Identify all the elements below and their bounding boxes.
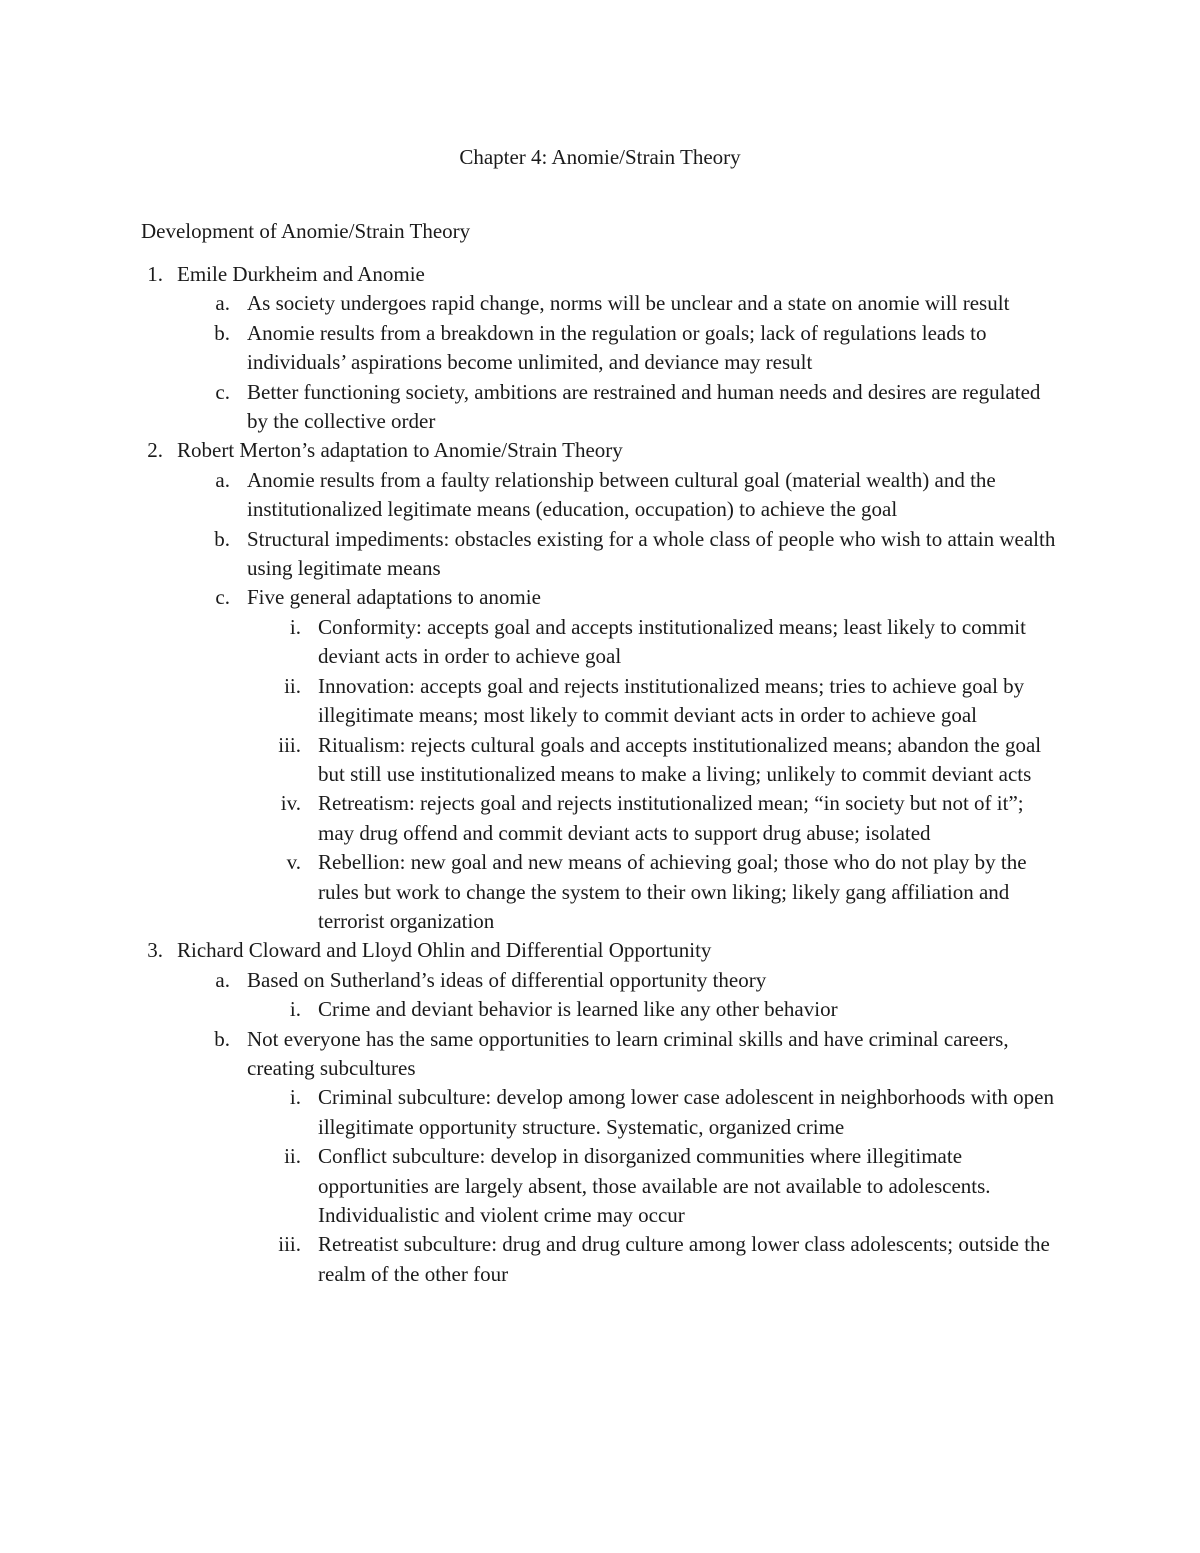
list-marker: c. bbox=[215, 585, 230, 610]
list-item bbox=[141, 1142, 1061, 1230]
list-marker: c. bbox=[215, 379, 230, 404]
list-item-text: Rebellion: new goal and new means of achieving goal; those who do not play by the rules but work to change the system to their own liking; likely gang affiliation and terrorist organization bbox=[318, 850, 1027, 933]
list-marker: b. bbox=[214, 526, 230, 551]
list-item bbox=[141, 789, 1061, 848]
list-marker: a. bbox=[215, 967, 230, 992]
list-item bbox=[141, 613, 1061, 672]
list-item-text: Structural impediments: obstacles existing for a whole class of people who wish to attain wealth using legitimate means bbox=[247, 526, 1056, 581]
list-item-text: Conflict subculture: develop in disorganized communities where illegitimate opportunities are largely absent, those available are not available to adolescents. Individualistic and violent crime may occur bbox=[318, 1144, 991, 1227]
list-item bbox=[141, 1025, 1061, 1084]
list-item-text: Anomie results from a breakdown in the regulation or goals; lack of regulations leads to individuals’ aspirations become unlimited, and deviance may result bbox=[247, 320, 987, 375]
list-item bbox=[141, 848, 1061, 936]
section-heading: Development of Anomie/Strain Theory bbox=[141, 219, 471, 243]
list-item-text: Criminal subculture: develop among lower case adolescent in neighborhoods with open illegitimate opportunity structure. Systematic, organized crime bbox=[318, 1085, 1054, 1139]
list-item bbox=[141, 525, 1061, 584]
list-item bbox=[141, 731, 1061, 790]
list-item-text: Innovation: accepts goal and rejects institutionalized means; tries to achieve goal by illegitimate means; most likely to commit deviant acts in order to achieve goal bbox=[318, 673, 1025, 728]
list-item-text: Richard Cloward and Lloyd Ohlin and Differential Opportunity bbox=[177, 938, 712, 963]
list-item bbox=[141, 1230, 1061, 1289]
list-marker: a. bbox=[215, 467, 230, 492]
list-item-text: Based on Sutherland’s ideas of differential opportunity theory bbox=[247, 967, 767, 992]
list-item bbox=[141, 995, 1061, 1024]
list-marker: iv. bbox=[280, 791, 301, 816]
list-marker: a. bbox=[215, 291, 230, 316]
list-marker: iii. bbox=[278, 732, 301, 757]
list-marker: ii. bbox=[284, 673, 301, 698]
list-marker: ii. bbox=[284, 1144, 301, 1169]
outline-list bbox=[141, 260, 1061, 1289]
list-marker: iii. bbox=[278, 1232, 301, 1257]
list-marker: 2. bbox=[147, 438, 163, 463]
list-item-text: Emile Durkheim and Anomie bbox=[177, 262, 425, 286]
list-marker: b. bbox=[214, 320, 230, 345]
list-item-text: Robert Merton’s adaptation to Anomie/Strain Theory bbox=[177, 438, 623, 463]
list-item bbox=[141, 1083, 1061, 1142]
list-item bbox=[141, 319, 1061, 378]
list-marker: i. bbox=[289, 1085, 301, 1110]
list-marker: b. bbox=[214, 1026, 230, 1051]
list-item-text: Conformity: accepts goal and accepts institutionalized means; least likely to commit deviant acts in order to achieve goal bbox=[318, 614, 1026, 669]
list-marker: 1. bbox=[147, 262, 163, 286]
list-marker: i. bbox=[289, 997, 301, 1022]
list-marker: i. bbox=[289, 614, 301, 639]
list-item-text: Not everyone has the same opportunities to learn criminal skills and have criminal careers, creating subcultures bbox=[247, 1026, 1009, 1080]
list-marker: v. bbox=[286, 850, 301, 875]
list-item bbox=[141, 583, 1061, 612]
list-item-text: Retreatist subculture: drug and drug culture among lower class adolescents; outside the realm of the other four bbox=[318, 1232, 1050, 1286]
list-item bbox=[141, 936, 1061, 965]
list-item-text: Retreatism: rejects goal and rejects institutionalized mean; “in society but not of it”; may drug offend and commit deviant acts to support drug abuse; isolated bbox=[318, 791, 1024, 845]
list-item bbox=[141, 289, 1061, 318]
list-item bbox=[141, 966, 1061, 995]
list-item-text: Ritualism: rejects cultural goals and accepts institutionalized means; abandon the goal but still use institutionalized means to make a living; unlikely to commit deviant acts bbox=[318, 732, 1042, 786]
list-item bbox=[141, 672, 1061, 731]
list-item bbox=[141, 466, 1061, 525]
page-title: Chapter 4: Anomie/Strain Theory bbox=[459, 145, 741, 169]
list-item bbox=[141, 378, 1061, 437]
list-item-text: Anomie results from a faulty relationship between cultural goal (material wealth) and the institutionalized legitimate means (education, occupation) to achieve the goal bbox=[247, 467, 996, 522]
list-item bbox=[141, 260, 1061, 289]
list-item-text: As society undergoes rapid change, norms will be unclear and a state on anomie will result bbox=[247, 291, 1010, 316]
list-item-text: Crime and deviant behavior is learned like any other behavior bbox=[318, 997, 838, 1022]
list-item-text: Better functioning society, ambitions are restrained and human needs and desires are regulated by the collective order bbox=[247, 379, 1041, 434]
list-item bbox=[141, 436, 1061, 465]
list-item-text: Five general adaptations to anomie bbox=[247, 585, 541, 610]
list-marker: 3. bbox=[147, 938, 163, 963]
